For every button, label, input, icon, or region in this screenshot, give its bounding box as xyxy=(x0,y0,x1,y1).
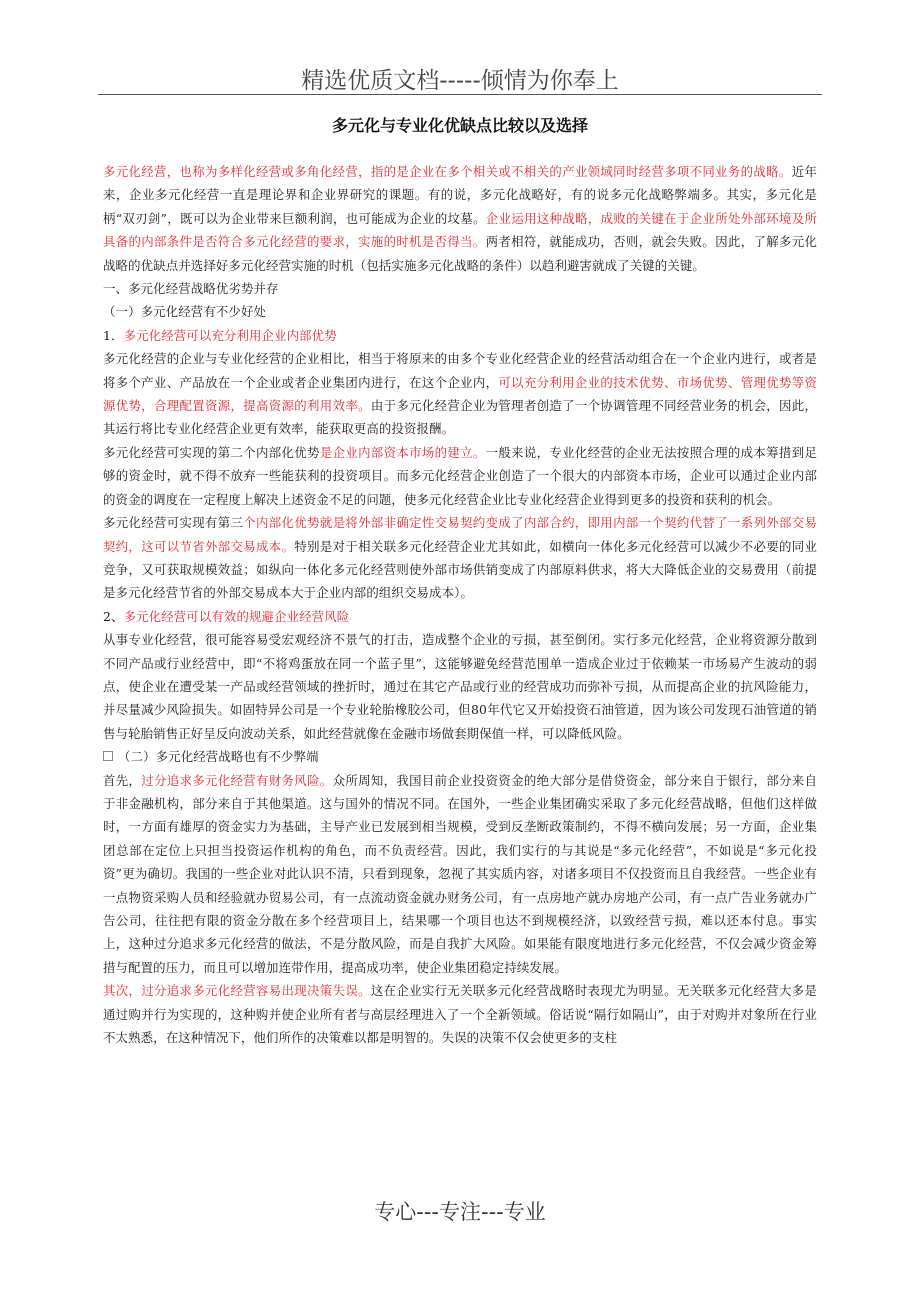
body-text: 一般来说，专业化经营的企业无法按照合理的成本筹措到足够的资金时，就不得不放弃一些能获利的投资项目。而多元化经营企业创造了一个很大的内部资本市场，企业可以通过企业内部的资金的调度在一定程度上解决上述资金不足的问题，使多元化经营企业比专业化经营企业得到更多的投资和获利的机会。 xyxy=(103,444,817,507)
body-text: 近年来，企业多元化经营一直是理论界和企业界研究的课题。有的说，多元化战略好，有的说多元化战略弊端多。其实，多元化是柄“双刃剑”，既可以为企业带来巨额利润，也可能成为企业的坟墓。 xyxy=(103,164,817,226)
paragraph xyxy=(103,160,817,277)
highlighted-text: 其次，过分追求多元化经营容易出现决策失误。 xyxy=(103,983,371,999)
body-text: 特别是对于相关联多元化经营企业尤其如此，如横向一体化多元化经营可以减少不必要的同业竞争，又可获取规模效益；如纵向一体化多元化经营则使外部市场供销变成了内部原料供求，将大大降低企业的交易费用（前提是多元化经营节省的外部交易成本大于企业内部的组织交易成本）。 xyxy=(103,538,818,601)
highlighted-text: 个内部化优势就是将外部非确定性交易契约变成了内部合约，即用内部一个契约代替了一系列外部交易契约，这可以节省外部交易成本。 xyxy=(103,515,817,554)
paragraph xyxy=(103,511,817,605)
body-text: 这在企业实行无关联多元化经营战略时表现尤为明显。无关联多元化经营大多是通过购并行为实现的，这种购并使企业所有者与高层经理进入了一个全新领域。俗话说“隔行如隔山”，由于对购并对象所在行业不太熟悉，在这种情况下，他们所作的决策难以都是明智的。失误的决策不仅会使更多的支柱 xyxy=(103,983,817,1046)
body-text: 一、多元化经营战略优劣势并存 xyxy=(103,281,279,297)
highlighted-text: 过分追求多元化经营有财务风险。 xyxy=(141,772,333,788)
body-text: 众所周知，我国目前企业投资资金的绝大部分是借贷资金，部分来自于银行，部分来自于非金融机构，部分来自于其他渠道。这与国外的情况不同。在国外，一些企业集团确实采取了多元化经营战略，但他们这样做时，一方面有雄厚的资金实力为基础，主导产业已发展到相当规模，受到反垄断政策制约，不得不横向发展；另一方面，企业集团总部在定位上只担当投资运作机构的角色，而不负责经营。因此，我们实行的与其说是“多元化经营”，不如说是“多元化投资”更为确切。我国的一些企业对此认识不清，只看到现象，忽视了其实质内容，对诸多项目不仅投资而且自我经营。一些企业有一点物资采购人员和经验就办贸易公司，有一点流动资金就办财务公司，有一点房地产就办房地产公司，有一点广告业务就办广告公司，往往把有限的资金分散在多个经营项目上，结果哪一个项目也达不到规模经济，以致经营亏损，难以还本付息。事实上，这种过分追求多元化经营的做法，不是分散风险，而是自我扩大风险。如果能有限度地进行多元化经营，不仅会减少资金筹措与配置的压力，而且可以增加连带作用，提高成功率，使企业集团稳定持续发展。 xyxy=(103,772,818,975)
page-footer: 专心---专注---专业 xyxy=(374,1200,546,1224)
body-text: 首先， xyxy=(103,772,142,788)
paragraph xyxy=(103,277,817,300)
body-text: 两者相符，就能成功，否则，就会失败。因此，了解多元化战略的优缺点并选择好多元化经营实施的时机（包括实施多元化战略的条件）以趋利避害就成了关键的关键。 xyxy=(103,234,818,273)
document-title: 多元化与专业化优缺点比较以及选择 xyxy=(331,116,588,135)
highlighted-text: 可以充分利用企业的技术优势、市场优势、管理优势等资源优势，合理配置资源，提高资源的利用效率。 xyxy=(103,374,818,414)
body-text: 由于多元化经营企业为管理者创造了一个协调管理不同经营业务的机会，因此，其运行将比专业化经营企业更有效率，能获取更高的投资报酬。 xyxy=(103,398,817,437)
highlighted-text: 多元化经营可以充分利用企业内部优势 xyxy=(123,327,337,343)
paragraph xyxy=(103,324,817,347)
highlighted-text: 企业运用这种战略，成败的关键在于企业所处外部环境及所具备的内部条件是否符合多元化经营的要求，实施的时机是否得当。 xyxy=(103,210,817,250)
paragraph xyxy=(103,979,817,1049)
body-text: 1． xyxy=(103,327,124,343)
header-divider xyxy=(98,94,822,95)
document-body xyxy=(103,160,817,1049)
paragraph xyxy=(103,441,817,511)
paragraph xyxy=(103,745,817,768)
checkbox-glyph-icon xyxy=(103,751,113,761)
paragraph xyxy=(103,628,817,745)
paragraph xyxy=(103,300,817,323)
page-header: 精选优质文档-----倾情为你奉上 xyxy=(301,68,619,94)
body-text: 多元化经营的企业与专业化经营的企业相比，相当于将原来的由多个专业化经营企业的经营活动组合在一个企业内进行，或者是将多个产业、产品放在一个企业或者企业集团内进行，在这个企业内， xyxy=(103,351,817,390)
body-text: （二）多元化经营战略也有不少弊端 xyxy=(118,749,319,765)
paragraph xyxy=(103,769,817,980)
highlighted-text: 多元化经营可以有效的规避企业经营风险 xyxy=(123,608,350,624)
body-text: 多元化经营可实现有第三 xyxy=(103,515,244,531)
paragraph xyxy=(103,347,817,441)
body-text: 多元化经营可实现的第二个内部化优势 xyxy=(103,444,320,460)
body-text: 2、 xyxy=(103,608,124,624)
body-text: （一）多元化经营有不少好处 xyxy=(103,304,267,320)
paragraph xyxy=(103,605,817,628)
highlighted-text: 是企业内部资本市场的建立。 xyxy=(319,444,486,460)
body-text: 从事专业化经营，很可能容易受宏观经济不景气的打击，造成整个企业的亏损，甚至倒闭。实行多元化经营，企业将资源分散到不同产品或行业经营中，即“不将鸡蛋放在同一个蓝子里”，这能够避免经营范围单一造成企业过于依赖某一市场易产生波动的弱点，使企业在遭受某一产品或经营领域的挫折时，通过在其它产品或行业的经营成功而弥补亏损，从而提高企业的抗风险能力，并尽量减少风险损失。如固特异公司是一个专业轮胎橡胶公司，但80年代它又开始投资石油管道，因为该公司发现石油管道的销售与轮胎销售正好呈反向波动关系，如此经营就像在金融市场做套期保值一样，可以降低风险。 xyxy=(103,632,817,741)
highlighted-text: 多元化经营，也称为多样化经营或多角化经营，指的是企业在多个相关或不相关的产业领域同时经营多项不同业务的战略。 xyxy=(103,164,792,179)
